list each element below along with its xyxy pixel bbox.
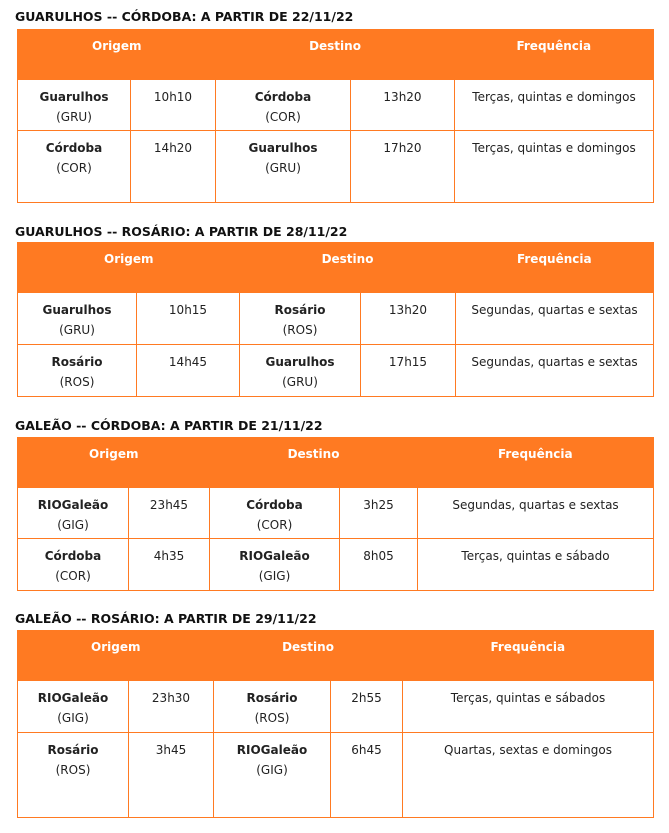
- table-row: [18, 80, 654, 131]
- origin-city: RIOGaleão: [37, 691, 109, 705]
- section-title: GUARULHOS -- ROSÁRIO: A PARTIR DE 28/11/22: [15, 224, 348, 239]
- destination-cell: [214, 681, 331, 733]
- origin-code: (GIG): [57, 711, 89, 725]
- origin-cell: [18, 293, 137, 345]
- header-frequencia: Frequência: [455, 30, 654, 80]
- header-origem: Origem: [18, 243, 240, 293]
- destination-cell: [216, 80, 351, 131]
- origin-city: Rosário: [47, 743, 99, 757]
- arrival-time: 13h20: [361, 293, 456, 345]
- destination-city: RIOGaleão: [236, 743, 308, 757]
- destination-cell: [240, 345, 361, 397]
- table-row: [18, 345, 654, 397]
- origin-cell: [18, 733, 129, 818]
- destination-code: (ROS): [282, 323, 318, 337]
- destination-city: Córdoba: [254, 90, 312, 104]
- header-frequencia: Frequência: [418, 438, 654, 488]
- schedule-table: [17, 242, 654, 397]
- section-title: GALEÃO -- CÓRDOBA: A PARTIR DE 21/11/22: [15, 418, 323, 433]
- destination-code: (COR): [265, 110, 301, 124]
- destination-city: RIOGaleão: [239, 549, 310, 563]
- arrival-time: 17h20: [351, 131, 455, 203]
- origin-code: (ROS): [59, 375, 95, 389]
- destination-city: Rosário: [246, 691, 298, 705]
- destination-city: Córdoba: [246, 498, 303, 512]
- table-header-row: [18, 243, 654, 293]
- origin-city: Rosário: [51, 355, 103, 369]
- table-row: [18, 131, 654, 203]
- frequency: Quartas, sextas e domingos: [403, 733, 654, 818]
- origin-city: Guarulhos: [42, 303, 112, 317]
- origin-city: RIOGaleão: [37, 498, 109, 512]
- header-origem: Origem: [18, 438, 210, 488]
- table-header-row: [18, 438, 654, 488]
- schedule-table: [17, 437, 654, 591]
- departure-time: 14h45: [137, 345, 240, 397]
- header-destino: Destino: [214, 631, 403, 681]
- header-destino: Destino: [216, 30, 455, 80]
- frequency: Segundas, quartas e sextas: [456, 293, 654, 345]
- destination-code: (GIG): [256, 763, 288, 777]
- header-frequencia: Frequência: [403, 631, 654, 681]
- table-header-row: [18, 631, 654, 681]
- section-title: GUARULHOS -- CÓRDOBA: A PARTIR DE 22/11/22: [15, 9, 354, 24]
- arrival-time: 13h20: [351, 80, 455, 131]
- departure-time: 4h35: [129, 539, 210, 591]
- header-origem: Origem: [18, 30, 216, 80]
- header-frequencia: Frequência: [456, 243, 654, 293]
- origin-code: (GRU): [56, 110, 92, 124]
- header-destino: Destino: [240, 243, 456, 293]
- destination-city: Guarulhos: [248, 141, 318, 155]
- origin-cell: [18, 131, 131, 203]
- origin-city: Guarulhos: [39, 90, 109, 104]
- destination-code: (GIG): [258, 569, 291, 583]
- destination-cell: [240, 293, 361, 345]
- destination-cell: [210, 488, 340, 539]
- destination-code: (GRU): [282, 375, 318, 389]
- departure-time: 14h20: [131, 131, 216, 203]
- header-destino: Destino: [210, 438, 418, 488]
- destination-cell: [214, 733, 331, 818]
- table-header-row: [18, 30, 654, 80]
- frequency: Terças, quintas e sábado: [418, 539, 654, 591]
- departure-time: 23h45: [129, 488, 210, 539]
- table-row: [18, 539, 654, 591]
- arrival-time: 17h15: [361, 345, 456, 397]
- frequency: Terças, quintas e domingos: [455, 131, 654, 203]
- section-title: GALEÃO -- ROSÁRIO: A PARTIR DE 29/11/22: [15, 611, 317, 626]
- origin-code: (ROS): [55, 763, 91, 777]
- origin-city: Córdoba: [45, 141, 103, 155]
- origin-city: Córdoba: [44, 549, 102, 563]
- origin-cell: [18, 80, 131, 131]
- destination-city: Guarulhos: [265, 355, 335, 369]
- departure-time: 10h15: [137, 293, 240, 345]
- origin-cell: [18, 539, 129, 591]
- origin-code: (COR): [56, 161, 92, 175]
- destination-code: (ROS): [254, 711, 290, 725]
- origin-cell: [18, 345, 137, 397]
- frequency: Terças, quintas e sábados: [403, 681, 654, 733]
- frequency: Terças, quintas e domingos: [455, 80, 654, 131]
- destination-cell: [216, 131, 351, 203]
- frequency: Segundas, quartas e sextas: [418, 488, 654, 539]
- departure-time: 3h45: [129, 733, 214, 818]
- destination-cell: [210, 539, 340, 591]
- origin-cell: [18, 681, 129, 733]
- origin-code: (GIG): [57, 518, 89, 532]
- table-row: [18, 681, 654, 733]
- arrival-time: 8h05: [340, 539, 418, 591]
- arrival-time: 6h45: [331, 733, 403, 818]
- table-row: [18, 733, 654, 818]
- arrival-time: 3h25: [340, 488, 418, 539]
- origin-code: (COR): [55, 569, 91, 583]
- schedule-table: [17, 29, 654, 203]
- schedule-table: [17, 630, 654, 818]
- header-origem: Origem: [18, 631, 214, 681]
- departure-time: 23h30: [129, 681, 214, 733]
- arrival-time: 2h55: [331, 681, 403, 733]
- destination-city: Rosário: [274, 303, 326, 317]
- origin-code: (GRU): [59, 323, 95, 337]
- frequency: Segundas, quartas e sextas: [456, 345, 654, 397]
- table-row: [18, 293, 654, 345]
- destination-code: (GRU): [265, 161, 301, 175]
- destination-code: (COR): [256, 518, 293, 532]
- origin-cell: [18, 488, 129, 539]
- departure-time: 10h10: [131, 80, 216, 131]
- table-row: [18, 488, 654, 539]
